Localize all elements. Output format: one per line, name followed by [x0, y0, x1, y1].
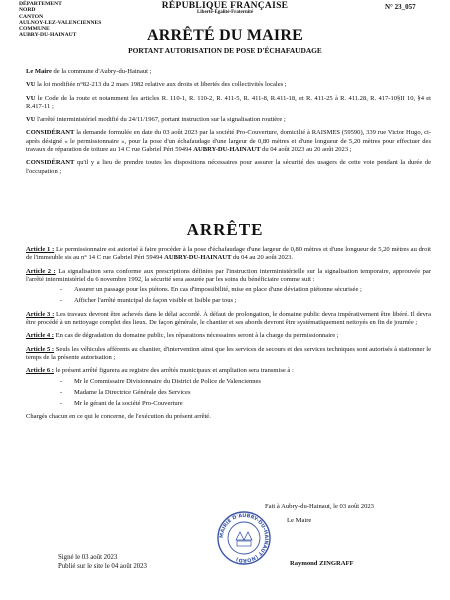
article-6-list	[26, 378, 431, 409]
article-3: Article 3 : Les travaux devront être achevés dans le délai accordé. À défaut de prolongation, le domaine public devra impérativement être libéré. Il devra être procédé à un nettoyage complet des lieux. De façon générale, le chantier et ses abords devront être systématiquement nettoyés en fin de journée ;	[26, 310, 431, 327]
list-item: - Madame la Directrice Générale des Services	[74, 389, 431, 397]
dept-line: NORD	[19, 7, 36, 14]
svg-text:MAIRIE D'AUBRY-DU-HAINAUT (NOR: MAIRIE D'AUBRY-DU-HAINAUT (NORD)	[218, 512, 270, 564]
signer-name: Raymond ZINGRAFF	[290, 560, 354, 567]
signature-place-date: Fait à Aubry-du-Hainaut, le 03 août 2023	[265, 503, 374, 510]
list-item: - Afficher l'arrêté municipal de façon visible et lisible par tous ;	[74, 297, 431, 305]
list-item: - Mr le gérant de la société Pro-Couverture	[74, 400, 431, 408]
preamble	[26, 68, 431, 181]
article-6: Article 6 : le présent arrêté figurera au registre des arrêtés municipaux et ampliation sera transmise à :	[26, 367, 294, 375]
article-2-list	[26, 286, 431, 306]
article-5: Article 5 : Seuls les véhicules afférents au chantier, d'intervention ainsi que les services de secours et des services techniques sont autorisés à stationner le temps de la présente autorisation ;	[26, 345, 431, 361]
republic-title: RÉPUBLIQUE FRANÇAISE	[161, 1, 289, 11]
preamble-maire: Le Maire de la commune d'Aubry-du-Hainaut ;	[26, 68, 152, 75]
dept-line: AULNOY-LEZ-VALENCIENNES	[19, 19, 102, 26]
decree-number: N° 23_057	[385, 3, 416, 11]
preamble-vu-3: VU l'arrêté interministériel modifié du 24/11/1967, portant instruction sur la signalisation routière ;	[26, 116, 286, 124]
page-subtitle: PORTANT AUTORISATION DE POSE D'ÉCHAFAUDAGE	[128, 46, 322, 55]
signed-date: Signé le 03 août 2023	[58, 554, 118, 561]
article-2: Article 2 : La signalisation sera conforme aux prescriptions définies par l'instruction interministérielle sur la signalisation temporaire, approuvée par l'arrêté interministériel du 6 novembre 1992, la sécurité sera assurée par les soins du bénéficiaire comme suit :	[26, 267, 431, 283]
published-date: Publié sur le site le 04 août 2023	[58, 563, 147, 570]
republic-header	[0, 1, 450, 15]
preamble-vu-2: VU le Code de la route et notamment les articles R. 110-1, R. 110-2, R. 411-5, R. 411-8, R.411-18, et R. 411-25 à R. 411.28, R. 417-10§II 10, §4 et R.417-11 ;	[26, 94, 431, 110]
signature-title: Le Maire	[287, 517, 312, 524]
list-item: - Mr le Commissaire Divisionnaire du District de Police de Valenciennes	[74, 378, 431, 386]
dept-line: AUBRY-DU-HAINAUT	[19, 32, 77, 39]
arrete-heading: ARRÊTE	[186, 220, 264, 239]
preamble-considerant-2: CONSIDÉRANT qu'il y a lieu de prendre toutes les dispositions nécessaires pour assurer la sécurité des usagers de cette voie pendant la durée de l'occupation ;	[26, 159, 431, 175]
preamble-considerant-1: CONSIDÉRANT la demande formulée en date du 03 août 2023 par la société Pro-Couverture, domicilié à RAISMES (59590), 339 rue Victor Hugo, ci-après désigné « le permissionnaire », pour la pose d'un échafaudage d'une largeur de 0,80 mètres et d'une longueur de 5,20 mètres pour effectuer des travaux de réparation de toiture au 14 C rue Gabriel Péri 59494 AUBRY-DU-HAINAUT du 04 août 2023 au 20 août 2023 ;	[26, 129, 431, 154]
article-1: Article 1 : Le permissionnaire est autorisé à faire procéder à la pose d'échafaudage d'une largeur de 0,80 mètres et d'une longueur de 5,20 mètres au droit de l'immeuble sis au n° 14 C rue Gabriel Péri 59494 AUBRY-DU-HAINAUT du 04 au 20 août 2023.	[26, 246, 431, 262]
closing-line: Chargés chacun en ce qui le concerne, de l'exécution du présent arrêté.	[26, 413, 211, 421]
dept-line: CANTON	[19, 13, 44, 20]
republic-motto: Liberté-Égalité-Fraternité	[196, 10, 254, 15]
dept-line: DÉPARTEMENT	[19, 1, 62, 7]
articles	[26, 246, 431, 427]
list-item: - Assurer un passage pour les piétons. En cas d'impossibilité, mise en place d'une déviation piétonne sécurisée ;	[74, 286, 431, 294]
dept-line: COMMUNE	[19, 26, 50, 33]
preamble-vu-1: VU la loi modifiée n°82-213 du 2 mars 1982 relative aux droits et libertés des collectivités locales ;	[26, 81, 287, 89]
article-4: Article 4 : En cas de dégradation du domaine public, les réparations nécessaires seront à la charge du permissionnaire ;	[26, 332, 339, 340]
page-title: ARRÊTÉ DU MAIRE	[147, 27, 303, 44]
publication-info	[58, 553, 147, 571]
mayor-seal-icon	[216, 510, 272, 566]
